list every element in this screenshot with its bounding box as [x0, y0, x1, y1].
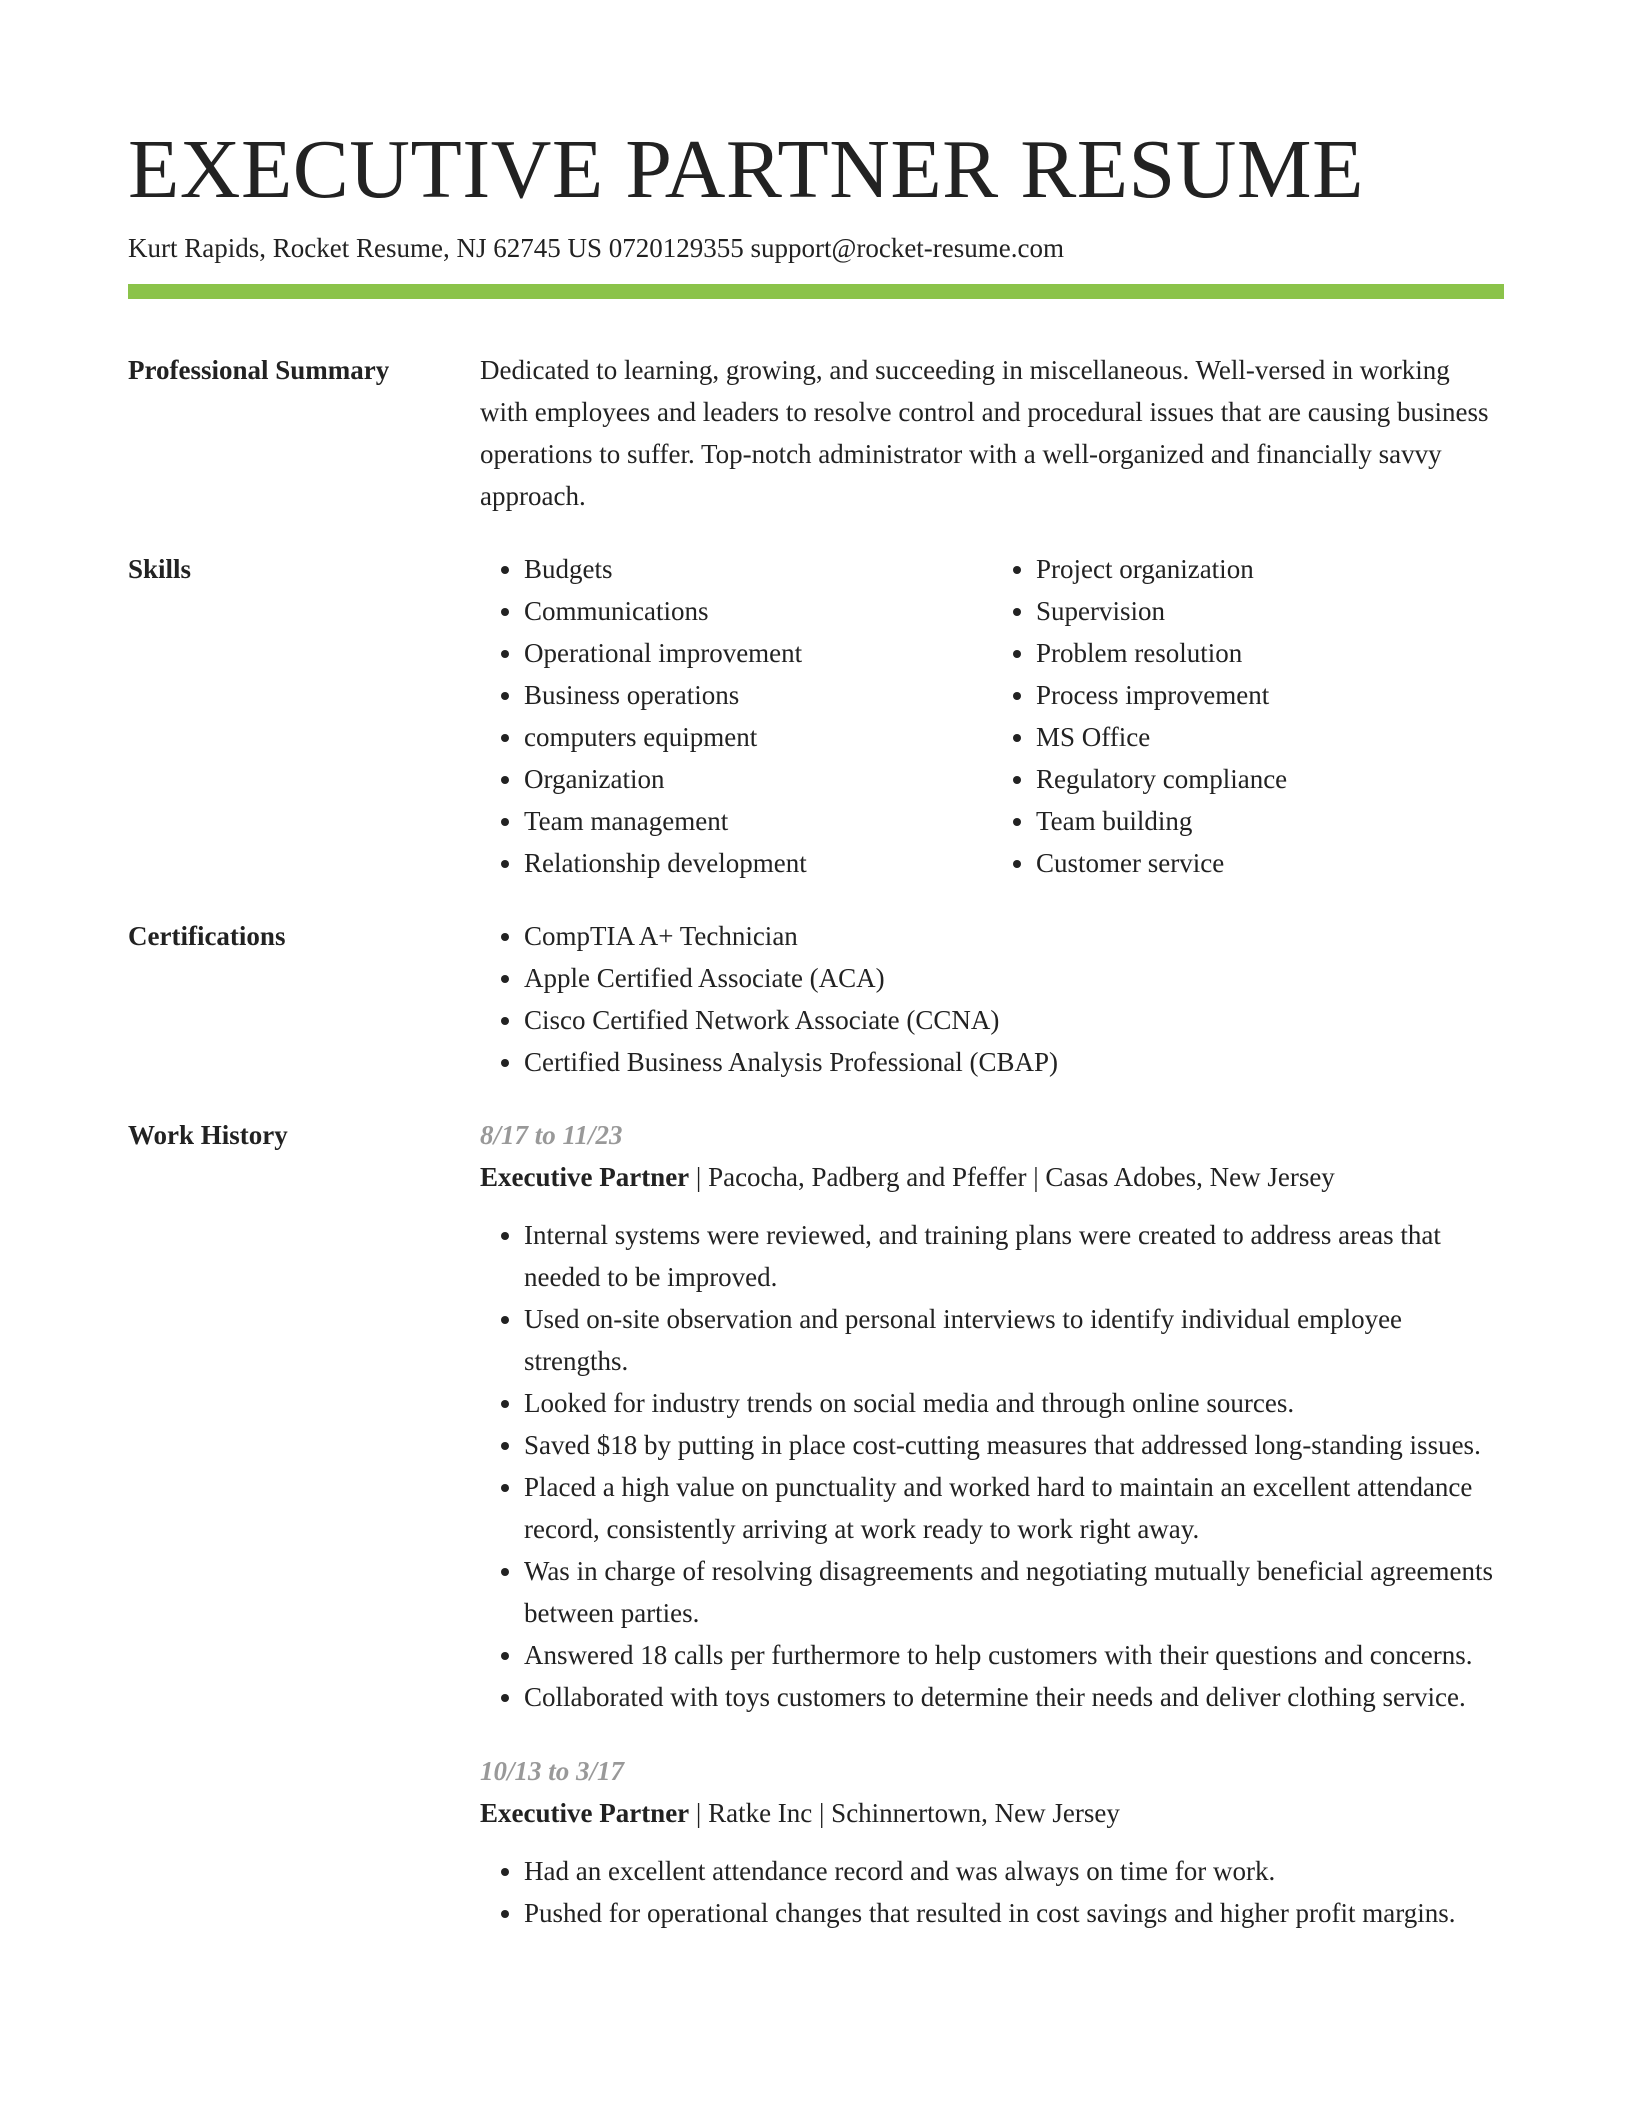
skills-list-right	[992, 548, 1504, 884]
job-bullet-list	[480, 1214, 1504, 1718]
skill-item: • Supervision	[1036, 590, 1504, 632]
job-bullet: • Answered 18 calls per furthermore to help customers with their questions and concerns.	[524, 1634, 1504, 1676]
job-details: | Pacocha, Padberg and Pfeffer | Casas Adobes, New Jersey	[689, 1162, 1335, 1192]
job-title: Executive Partner	[480, 1162, 690, 1192]
section-label: Professional Summary	[128, 355, 390, 385]
page-title: EXECUTIVE PARTNER RESUME	[128, 123, 1364, 216]
skill-item: • Customer service	[1036, 842, 1504, 884]
section-professional-summary	[128, 349, 1504, 517]
skill-item: • Business operations	[524, 674, 992, 716]
skill-item: • Project organization	[1036, 548, 1504, 590]
skill-item: • Team management	[524, 800, 992, 842]
job-bullet: • Looked for industry trends on social media and through online sources.	[524, 1382, 1504, 1424]
contact-line: Kurt Rapids, Rocket Resume, NJ 62745 US 0720129355 support@rocket-resume.com	[128, 233, 1064, 263]
skill-item: • Budgets	[524, 548, 992, 590]
job-bullet: • Collaborated with toys customers to determine their needs and deliver clothing service.	[524, 1676, 1504, 1718]
skill-item: • Team building	[1036, 800, 1504, 842]
job-header	[480, 1156, 1504, 1198]
skills-list-left	[480, 548, 992, 884]
job-entry	[480, 1750, 1504, 1934]
skill-item: • Organization	[524, 758, 992, 800]
job-details: | Ratke Inc | Schinnertown, New Jersey	[689, 1798, 1120, 1828]
skill-item: • Problem resolution	[1036, 632, 1504, 674]
section-skills	[128, 548, 1504, 884]
job-dates: 10/13 to 3/17	[480, 1756, 625, 1786]
job-bullet-list	[480, 1850, 1504, 1934]
job-bullet: • Used on-site observation and personal interviews to identify individual employee strengths.	[524, 1298, 1504, 1382]
job-bullet: • Was in charge of resolving disagreements and negotiating mutually beneficial agreements between parties.	[524, 1550, 1504, 1634]
job-dates: 8/17 to 11/23	[480, 1120, 623, 1150]
skill-item: • MS Office	[1036, 716, 1504, 758]
skill-item: • Process improvement	[1036, 674, 1504, 716]
section-label: Work History	[128, 1120, 288, 1150]
section-work-history	[128, 1114, 1504, 1934]
job-bullet: • Internal systems were reviewed, and training plans were created to address areas that needed to be improved.	[524, 1214, 1504, 1298]
skill-item: • computers equipment	[524, 716, 992, 758]
certification-item: • CompTIA A+ Technician	[524, 915, 1504, 957]
job-bullet: • Placed a high value on punctuality and worked hard to maintain an excellent attendance record, consistently arriving at work ready to work right away.	[524, 1466, 1504, 1550]
job-bullet: • Had an excellent attendance record and was always on time for work.	[524, 1850, 1504, 1892]
section-label: Certifications	[128, 921, 286, 951]
job-entry	[480, 1114, 1504, 1718]
section-certifications	[128, 915, 1504, 1083]
skill-item: • Operational improvement	[524, 632, 992, 674]
certification-item: • Cisco Certified Network Associate (CCNA)	[524, 999, 1504, 1041]
skill-item: • Communications	[524, 590, 992, 632]
job-bullet: • Pushed for operational changes that resulted in cost savings and higher profit margins.	[524, 1892, 1504, 1934]
job-title: Executive Partner	[480, 1798, 690, 1828]
certification-item: • Certified Business Analysis Professional (CBAP)	[524, 1041, 1504, 1083]
certifications-list	[480, 915, 1504, 1083]
job-header	[480, 1792, 1504, 1834]
skill-item: • Regulatory compliance	[1036, 758, 1504, 800]
skill-item: • Relationship development	[524, 842, 992, 884]
summary-text: Dedicated to learning, growing, and succeeding in miscellaneous. Well-versed in working with employees and leaders to resolve control and procedural issues that are causing business operations to suffer. Top-notch administrator with a well-organized and financially savvy approach.	[480, 355, 1489, 511]
job-bullet: • Saved $18 by putting in place cost-cutting measures that addressed long-standing issues.	[524, 1424, 1504, 1466]
certification-item: • Apple Certified Associate (ACA)	[524, 957, 1504, 999]
accent-divider	[128, 284, 1504, 299]
section-label: Skills	[128, 554, 192, 584]
